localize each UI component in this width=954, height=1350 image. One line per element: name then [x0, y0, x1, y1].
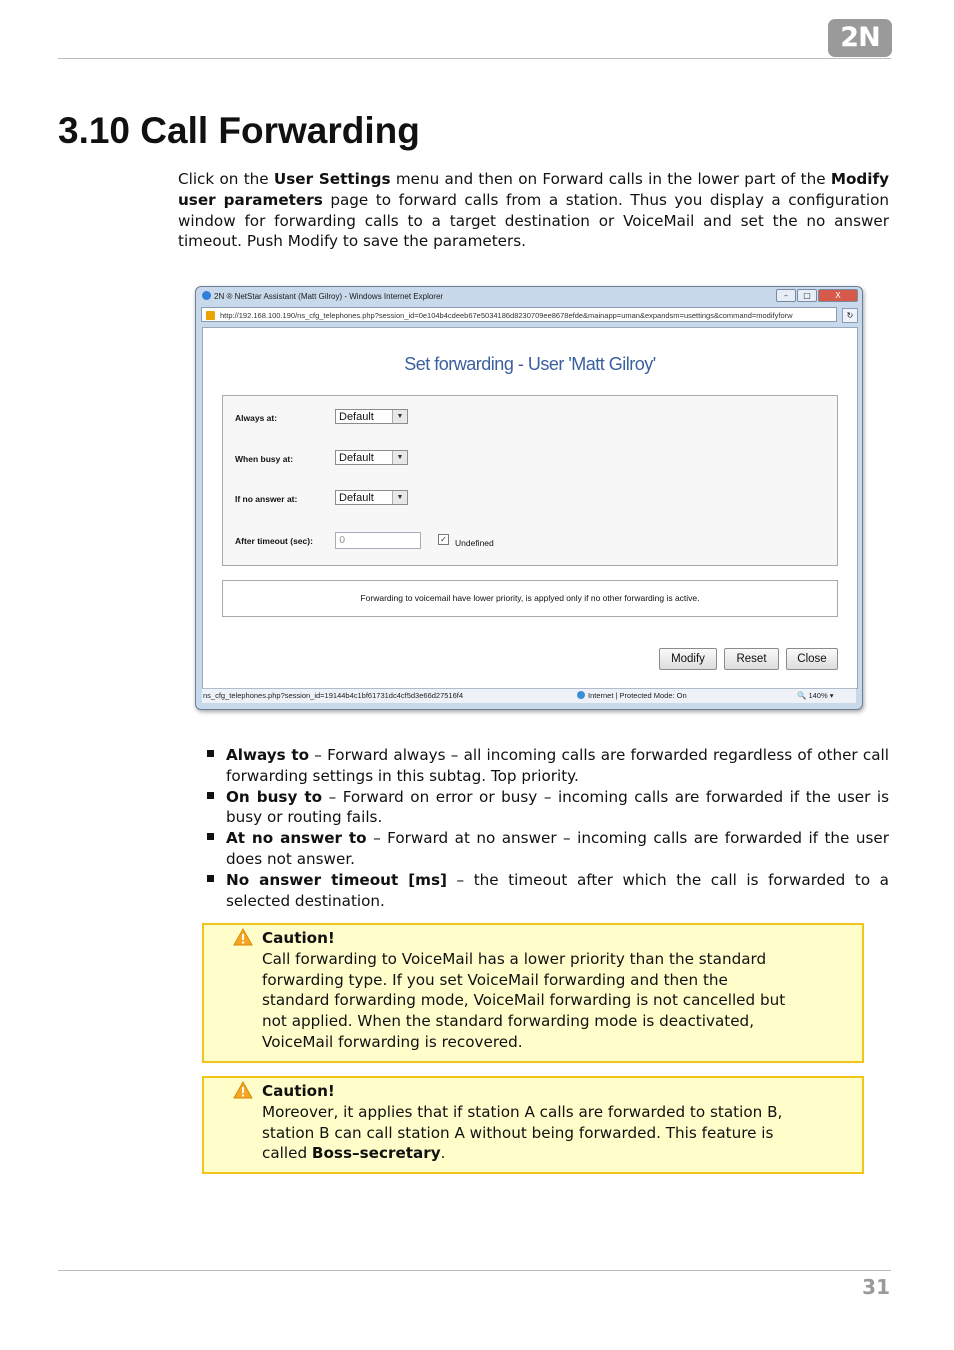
- status-bar: [202, 688, 856, 703]
- caution-line: VoiceMail forwarding is recovered.: [262, 1032, 523, 1051]
- list-item: [207, 787, 889, 829]
- zoom-level[interactable]: 🔍 140% ▾: [797, 691, 834, 700]
- list-item: [207, 870, 889, 912]
- intro-bold-modify-user-parameters: Modify user parameters: [178, 170, 890, 209]
- caution-line: not applied. When the standard forwarding mode is deactivated,: [262, 1012, 755, 1031]
- chevron-down-icon: ▼: [392, 491, 407, 504]
- list-item: [207, 745, 889, 787]
- caution-line-prefix: called: [262, 1144, 312, 1163]
- caution-line: station B can call station A without being forwarded. This feature is: [262, 1123, 774, 1142]
- warning-icon: [233, 1081, 253, 1099]
- 2n-logo: 2N: [828, 19, 892, 57]
- undefined-label: Undefined: [455, 538, 494, 548]
- timeout-input[interactable]: 0: [335, 532, 421, 549]
- bullet-term: On busy to: [226, 787, 323, 806]
- dialog-content: [202, 327, 858, 689]
- forwarding-settings-panel: [222, 395, 838, 566]
- warning-icon: [233, 928, 253, 946]
- caution-title: Caution!: [262, 1082, 335, 1100]
- status-url: ns_cfg_telephones.php?session_id=19144b4c1bf61731dc4cf5d3e66d27516f4: [203, 691, 464, 700]
- section-title: 3.10 Call Forwarding: [58, 110, 420, 151]
- bullet-term: At no answer to: [226, 829, 367, 848]
- bullet-term: No answer timeout [ms]: [226, 870, 447, 889]
- intro-bold-user-settings: User Settings: [273, 170, 391, 188]
- no-answer-label: If no answer at:: [235, 494, 298, 504]
- dialog-title: Set forwarding - User 'Matt Gilroy': [404, 354, 656, 374]
- caution-line: [262, 1143, 782, 1164]
- zone-text: Internet | Protected Mode: On: [588, 691, 687, 700]
- bullet-term: Always to: [226, 746, 310, 764]
- ie-icon: [202, 291, 211, 300]
- zoom-value: 140%: [808, 691, 828, 700]
- address-bar[interactable]: [201, 307, 837, 322]
- when-busy-select[interactable]: [335, 450, 408, 465]
- caution-box: [202, 1076, 864, 1174]
- boss-secretary-term: Boss–secretary: [311, 1144, 441, 1163]
- caution-box: [202, 923, 864, 1063]
- when-busy-value: Default: [339, 452, 374, 464]
- always-at-select[interactable]: [335, 409, 408, 424]
- zoom-icon: 🔍: [797, 691, 807, 700]
- window-controls: [776, 289, 858, 302]
- refresh-icon[interactable]: ↻: [842, 308, 858, 323]
- voicemail-note: Forwarding to voicemail have lower priority, is applyed only if no other forwarding is active.: [222, 580, 838, 617]
- intro-text-3: page to forward calls from a station. Thus you display a configuration window for forwarding calls to a target destination or VoiceMail and set the no answer timeout. Push Modify to save the parameters.: [178, 190, 889, 251]
- intro-text-1: Click on the: [178, 170, 274, 188]
- bullet-text: – the timeout after which the call is forwarded to a selected destination.: [226, 870, 889, 910]
- timeout-label: After timeout (sec):: [235, 536, 313, 546]
- address-url: http://192.168.100.190/ns_cfg_telephones.php?session_id=0e104b4cdeeb67e5034186d8230709ee8678efde&mainapp=uman&expandsm=usettings&command=modifyforw: [220, 311, 793, 320]
- intro-text-2: menu and then on Forward calls in the lower part of the: [390, 170, 831, 188]
- chevron-down-icon: ▼: [392, 451, 407, 464]
- window-title-text: 2N ® NetStar Assistant (Matt Gilroy) - Windows Internet Explorer: [214, 292, 444, 301]
- intro-paragraph: [178, 169, 889, 252]
- bullet-text: – Forward always – all incoming calls are forwarded regardless of other call forwarding settings in this subtag. Top priority.: [226, 746, 889, 785]
- reset-button[interactable]: Reset: [724, 648, 779, 670]
- caution-text: [262, 928, 785, 1053]
- bullet-text: – Forward on error or busy – incoming calls are forwarded if the user is busy or routing fails.: [226, 787, 889, 827]
- always-at-label: Always at:: [235, 413, 278, 423]
- close-window-button[interactable]: X: [818, 289, 858, 302]
- page-icon: [206, 311, 215, 320]
- maximize-button[interactable]: □: [797, 289, 817, 302]
- list-item: [207, 828, 889, 870]
- browser-window-screenshot: [195, 286, 863, 710]
- no-answer-value: Default: [339, 492, 374, 504]
- window-title: [202, 291, 443, 301]
- page-number: 31: [862, 1275, 890, 1299]
- modify-button[interactable]: Modify: [659, 648, 717, 670]
- minimize-button[interactable]: –: [776, 289, 796, 302]
- chevron-down-icon: ▼: [392, 410, 407, 423]
- caution-line: Call forwarding to VoiceMail has a lower priority than the standard: [262, 949, 767, 968]
- no-answer-select[interactable]: [335, 490, 408, 505]
- header-rule: [58, 58, 891, 59]
- always-at-value: Default: [339, 411, 374, 423]
- undefined-checkbox[interactable]: ✓: [438, 534, 449, 545]
- caution-line: standard forwarding mode, VoiceMail forwarding is not cancelled but: [262, 991, 786, 1010]
- close-button[interactable]: Close: [786, 648, 838, 670]
- caution-line: forwarding type. If you set VoiceMail forwarding and then the: [262, 970, 728, 989]
- field-description-list: [207, 745, 889, 911]
- caution-title: Caution!: [262, 929, 335, 947]
- caution-text: [262, 1081, 782, 1164]
- bullet-text: – Forward at no answer – incoming calls are forwarded if the user does not answer.: [226, 829, 889, 868]
- globe-icon: [577, 691, 585, 699]
- caution-line: Moreover, it applies that if station A calls are forwarded to station B,: [262, 1102, 783, 1121]
- when-busy-label: When busy at:: [235, 454, 294, 464]
- security-zone: [577, 689, 687, 703]
- footer-rule: [58, 1270, 891, 1271]
- caution-line-suffix: .: [440, 1144, 446, 1163]
